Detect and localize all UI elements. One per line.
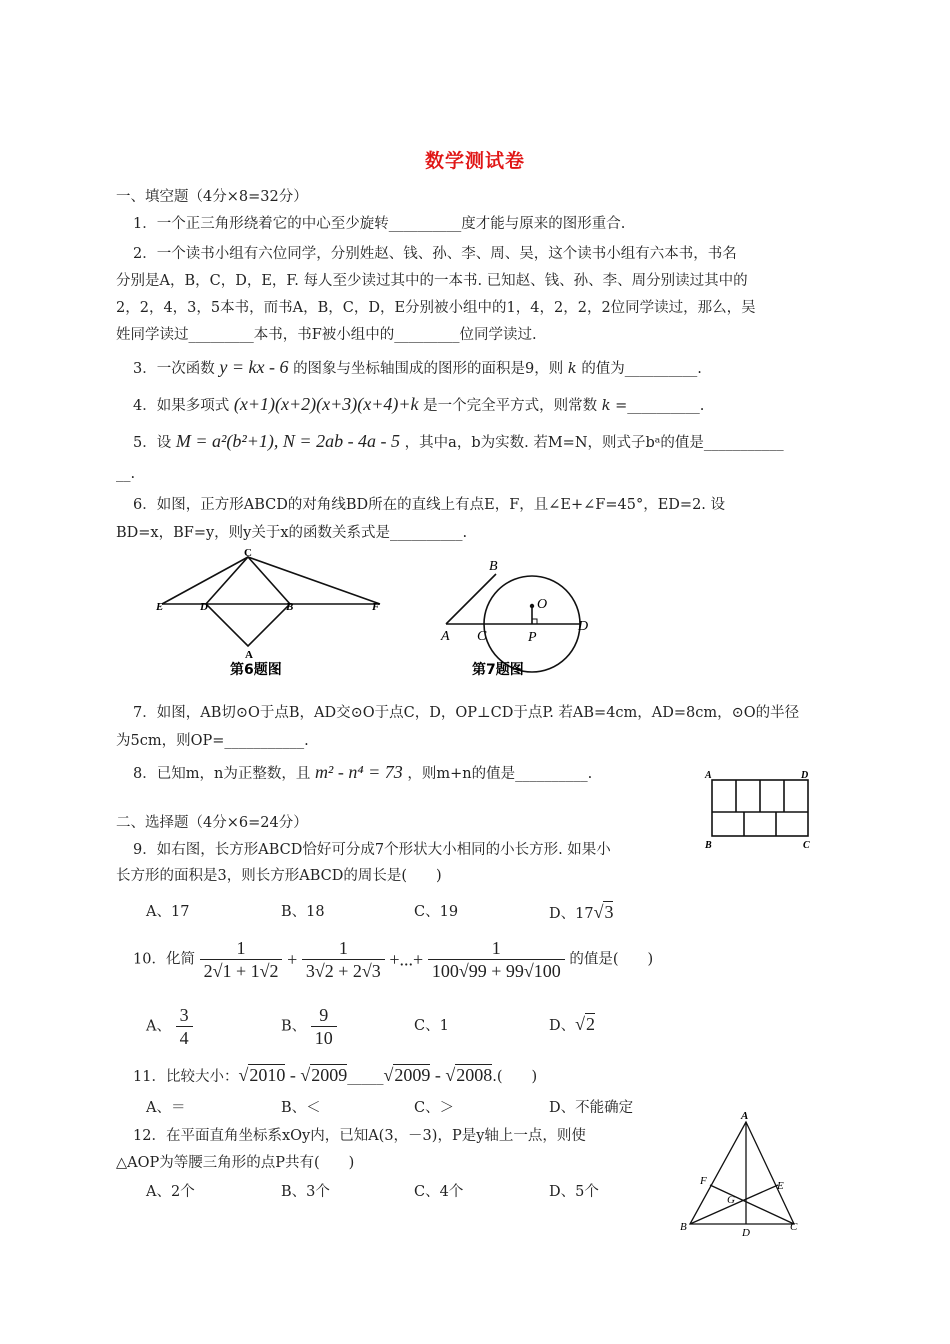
q3-pre: 3．一次函数 [133,361,215,377]
q4-post: =__________. [615,398,705,414]
q10-fraction-2: $\frac{1}{3√2 + 2√3}$ [302,937,385,982]
fig6-label-f: F [372,601,380,613]
fig6-label-a: A [245,649,253,661]
fig6-label-c: C [244,548,252,559]
question-5-line-2: __. [116,466,136,482]
fig12-label-d: D [742,1227,750,1239]
fig7-line-ab [446,574,496,624]
q10-fraction-3: $\frac{1}{100√99 + 99√100}$ [428,937,565,982]
fig12-label-g: G [727,1194,735,1206]
fig6-caption: 第6题图 [230,662,282,678]
q4-pre: 4．如果多项式 [133,398,230,414]
question-9-line-2: 长方形的面积是3，则长方形ABCD的周长是( ) [116,868,442,884]
section-heading-choice: 二、选择题（4分×6=24分） [116,815,308,831]
section-heading-fill-blank: 一、填空题（4分×8=32分） [116,189,308,205]
fig6-label-e: E [156,601,164,613]
q3-formula: y = kx - 6 [219,357,289,377]
question-4 [133,394,704,416]
q9-option-b[interactable]: B、18 [281,904,325,920]
q10-fraction-1: $\frac{1}{2√1 + 1√2}$ [200,937,283,982]
q9-option-c[interactable]: C、19 [414,904,459,920]
question-2-line-3: 2，2，4，3，5本书，而书A，B，C，D，E分别被小组中的1，4，2，2，2位同学读过，那么，吴 [116,300,756,316]
fig9-label-c: C [803,840,810,850]
q4-mid: 是一个完全平方式，则常数 [423,398,598,414]
question-1: 1．一个正三角形绕着它的中心至少旋转__________度才能与原来的图形重合. [133,216,626,232]
q10-option-d[interactable]: D、√2 [549,1014,596,1034]
page-title: 数学测试卷 [424,150,525,172]
q9-option-d[interactable]: D、17√3 [549,902,614,922]
q12-option-d[interactable]: D、5个 [549,1184,599,1200]
q3-post: 的值为__________. [581,361,702,377]
question-2-line-1: 2．一个读书小组有六位同学，分别姓赵、钱、孙、李、周、吴，这个读书小组有六本书，书名 [133,246,737,262]
figure-7 [438,548,608,678]
fig12-label-e: E [777,1180,784,1192]
q10-post: 的值是( ) [569,951,654,968]
fig9-label-a: A [705,770,712,781]
q9-option-d-radicand: 3 [604,902,614,922]
q8-post: ，则m+n的值是__________. [407,766,593,782]
question-5 [133,431,784,453]
q11-option-a[interactable]: A、＝ [146,1100,186,1116]
figure-q12-triangle [676,1108,806,1240]
fig7-label-b: B [489,559,498,574]
q9-option-d-label: D、17 [549,906,594,922]
fig7-caption: 第7题图 [472,662,524,678]
q5-formula: M = a²(b²+1), N = 2ab - 4a - 5 [175,431,401,451]
fig9-label-b: B [705,840,712,850]
q9-option-a[interactable]: A、17 [146,904,190,920]
fig12-label-b: B [680,1221,687,1233]
q12-option-a[interactable]: A、2个 [146,1184,195,1200]
fig6-line-ec [162,557,248,604]
q3-mid: 的图象与坐标轴围成的图形的面积是9，则 [293,361,564,377]
question-10: 10．化简 $\frac{1}{2√1 + 1√2}$ + $\frac{1}{3√2 + 2√3}$ +...+ $\frac{1}{100√99 + 99√100}$ 的值是( ) [133,938,654,981]
q8-pre: 8．已知m，n为正整数，且 [133,766,311,782]
question-2-line-2: 分别是A，B，C，D，E，F. 每人至少读过其中的一本书. 已知赵、钱、孙、李、周分别读过其中的 [116,273,748,289]
q10-pre: 10．化简 [133,951,195,968]
question-9-line-1: 9．如右图，长方形ABCD恰好可分成7个形状大小相同的小长方形. 如果小 [133,842,611,858]
q3-var: k [567,361,577,377]
fig7-label-p: P [528,630,537,645]
fig7-label-o: O [537,597,548,612]
fig12-label-c: C [790,1221,798,1233]
q4-formula: (x+1)(x+2)(x+3)(x+4)+k [233,394,419,414]
figure-q9-rectangle [700,768,820,850]
question-11: 11．比较大小：√2010 - √2009_____√2009 - √2008.( ) [133,1065,538,1085]
q10-option-c[interactable]: C、1 [414,1018,449,1034]
fig12-label-f: F [700,1175,707,1187]
q4-var: k [601,398,611,414]
fig7-label-c: C [477,629,487,644]
fig9-label-d: D [801,770,809,781]
question-8 [133,762,592,784]
q10-dots: +...+ [389,949,424,970]
fig12-label-a: A [741,1110,749,1122]
q11-option-c[interactable]: C、＞ [414,1100,455,1116]
q5-post: ，其中a，b为实数. 若M=N，则式子bᵃ的值是___________ [404,435,784,451]
question-7-line-2: 为5cm，则OP=___________. [116,733,309,749]
question-7-line-1: 7．如图，AB切⊙O于点B，AD交⊙O于点C，D，OP⊥CD于点P. 若AB=4cm，AD=8cm，⊙O的半径 [133,705,800,721]
question-12-line-2: △AOP为等腰三角形的点P共有( ) [116,1155,355,1171]
q11-option-b[interactable]: B、＜ [281,1100,321,1116]
fig6-square [206,557,290,646]
fig12-triangle [690,1122,794,1224]
fig6-label-b: B [286,601,294,613]
q10-option-a[interactable]: A、 $\frac{3}{4}$ [146,1004,193,1049]
q12-option-c[interactable]: C、4个 [414,1184,464,1200]
question-3 [133,357,702,379]
q8-formula: m² - n⁴ = 73 [314,762,403,782]
fig6-line-cf [248,557,380,604]
fig6-label-d: D [200,601,208,613]
figure-6 [150,548,390,678]
fig7-label-a: A [441,629,450,644]
question-6-line-2: BD=x，BF=y，则y关于x的函数关系式是__________. [116,525,468,541]
q5-pre: 5．设 [133,435,172,451]
question-6-line-1: 6．如图，正方形ABCD的对角线BD所在的直线上有点E，F，且∠E+∠F=45°，ED=2. 设 [133,497,726,513]
fig7-label-d: D [578,619,589,634]
question-2-line-4: 姓同学读过_________本书，书F被小组中的_________位同学读过. [116,327,537,343]
q12-option-b[interactable]: B、3个 [281,1184,330,1200]
question-12-line-1: 12．在平面直角坐标系xOy内，已知A(3，－3)，P是y轴上一点，则使 [133,1128,586,1144]
q11-option-d[interactable]: D、不能确定 [549,1100,634,1116]
q10-option-b[interactable]: B、 $\frac{9}{10}$ [281,1004,337,1049]
